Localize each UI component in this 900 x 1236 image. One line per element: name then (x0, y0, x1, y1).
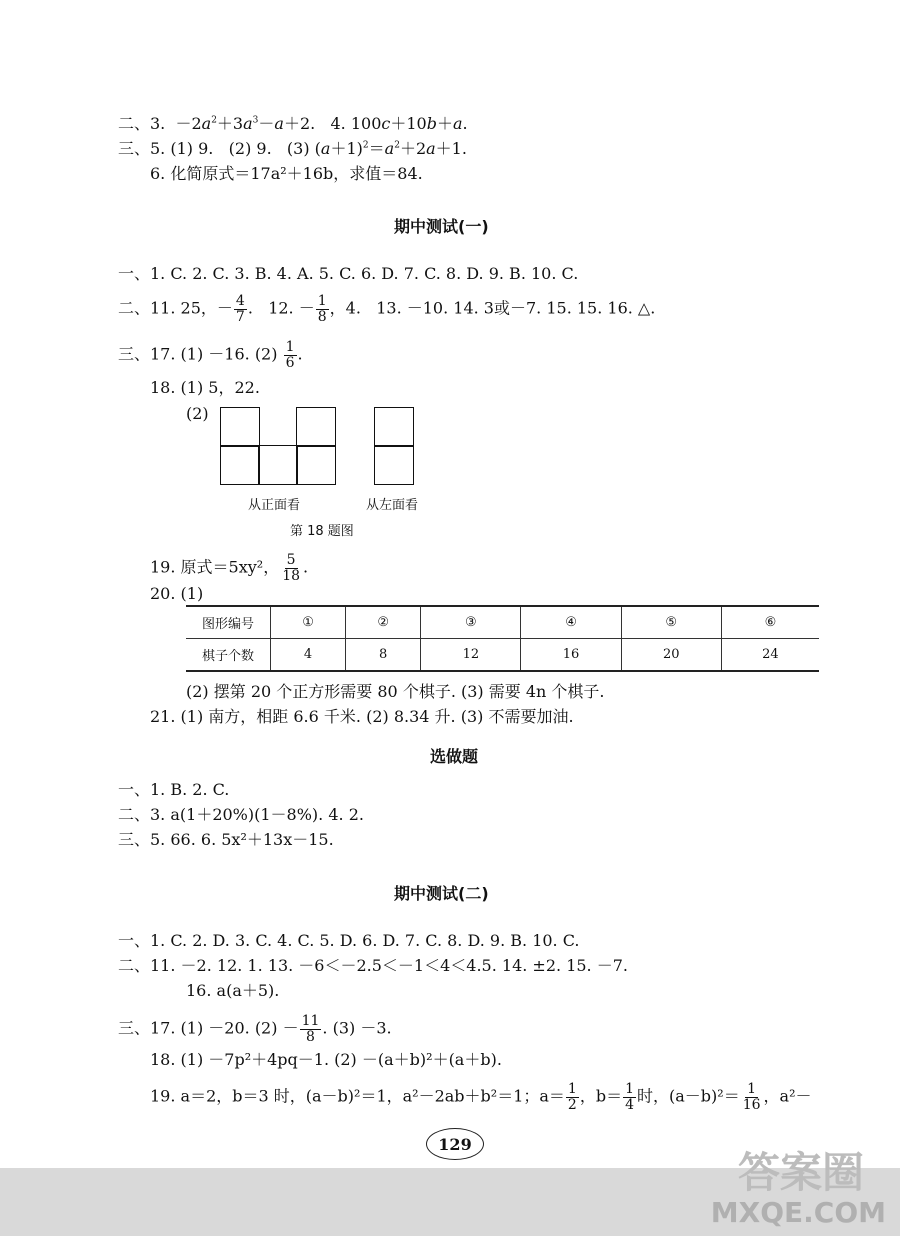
answer-line-17: 三、17. (1) －16. (2) $\frac{1}{6}$ . (118, 339, 303, 371)
answer-line-18-2-label: (2) (186, 404, 209, 423)
fraction: $\frac{11}{8}$ (301, 1013, 320, 1045)
answer-line-19: 19. a＝2，b＝3 时，(a－b)²＝1，a²－2ab＋b²＝1；a＝ $\frac{1}{2}$ ，b＝ $\frac{1}{4}$ 时，(a－b)²＝ $\frac{1}{16}$ ，a²－ (150, 1081, 812, 1113)
answer-line-6: 6. 化简原式＝17a²＋16b，求值＝84. (150, 164, 423, 183)
answer-line-2-3: 二、3. $-2a^2+3a^3-a+2$. 4. 100c＋10b＋a. (118, 114, 468, 133)
answer-line-19: 19. 原式＝5xy²， $\frac{5}{18}$ . (150, 552, 309, 584)
fraction: $\frac{5}{18}$ (282, 552, 301, 584)
answer-line-1-10: 一、1. C. 2. D. 3. C. 4. C. 5. D. 6. D. 7. C. 8. D. 9. B. 10. C. (118, 931, 580, 950)
answer-line-18: 18. (1) －7p²＋4pq－1. (2) －(a＋b)²＋(a＋b). (150, 1050, 502, 1069)
fraction: $\frac{1}{4}$ (625, 1081, 635, 1113)
figure-label-front: 从正面看 (248, 498, 301, 513)
answer-line-20-2: (2) 摆第 20 个正方形需要 80 个棋子. (3) 需要 4n 个棋子. (186, 682, 605, 701)
table-cell: 8 (346, 639, 421, 672)
fraction: $\frac{4}{7}$ (235, 293, 245, 325)
section-title-optional: 选做题 (430, 747, 479, 766)
answer-line-17: 三、17. (1) －20. (2) － $\frac{11}{8}$ . (3) －3. (118, 1013, 392, 1045)
table-cell: ③ (421, 606, 521, 639)
answer-line-1-10: 一、1. C. 2. C. 3. B. 4. A. 5. C. 6. D. 7. C. 8. D. 9. B. 10. C. (118, 264, 579, 283)
table-row (186, 606, 819, 639)
fraction: $\frac{1}{8}$ (317, 293, 327, 325)
table-cell: ④ (521, 606, 621, 639)
table-row (186, 639, 819, 672)
watermark-url: MXQE.COM (710, 1196, 886, 1229)
table-cell: ⑥ (721, 606, 819, 639)
table-cell: 12 (421, 639, 521, 672)
fraction: $\frac{1}{16}$ (742, 1081, 761, 1113)
answer-line-3-5: 三、5. (1) 9. (2) 9. (3) $(a+1)^2=a^2+2a+1$. (118, 139, 467, 158)
table-cell: ⑤ (621, 606, 721, 639)
watermark-logo: 答案圈 (737, 1148, 864, 1197)
fraction: $\frac{1}{2}$ (567, 1081, 577, 1113)
table-cell: 4 (271, 639, 346, 672)
figure-label-left: 从左面看 (366, 498, 419, 513)
table-cell: 24 (721, 639, 819, 672)
figure-caption: 第 18 题图 (290, 524, 354, 539)
table-cell: 16 (521, 639, 621, 672)
answer-line-18-1: 18. (1) 5，22. (150, 378, 260, 397)
answer-line-16: 16. a(a＋5). (186, 981, 280, 1000)
fraction: $\frac{1}{6}$ (285, 339, 295, 371)
section-title-midterm-1: 期中测试(一) (394, 217, 489, 236)
answer-line-20-1: 20. (1) (150, 584, 204, 603)
answer-line-11-15: 二、11. －2. 12. 1. 13. －6＜－2.5＜－1＜4＜4.5. 14. ±2. 15. －7. (118, 956, 628, 975)
table-cell: 20 (621, 639, 721, 672)
section-title-midterm-2: 期中测试(二) (394, 884, 489, 903)
optional-line-2: 二、3. a(1＋20%)(1－8%). 4. 2. (118, 805, 364, 824)
row-header: 棋子个数 (186, 639, 271, 672)
table-cell: ① (271, 606, 346, 639)
answer-line-21: 21. (1) 南方，相距 6.6 千米. (2) 8.34 升. (3) 不需要加油. (150, 707, 574, 726)
chess-piece-table (186, 605, 819, 672)
page-number: 129 (426, 1128, 484, 1160)
answer-line-11-16: 二、11. 25，－ $\frac{4}{7}$ . 12. － $\frac{1}{8}$ ，4. 13. －10. 14. 3或－7. 15. 15. 16. △. (118, 293, 656, 325)
row-header: 图形编号 (186, 606, 271, 639)
optional-line-1: 一、1. B. 2. C. (118, 780, 230, 799)
table-cell: ② (346, 606, 421, 639)
optional-line-3: 三、5. 66. 6. 5x²＋13x－15. (118, 830, 334, 849)
